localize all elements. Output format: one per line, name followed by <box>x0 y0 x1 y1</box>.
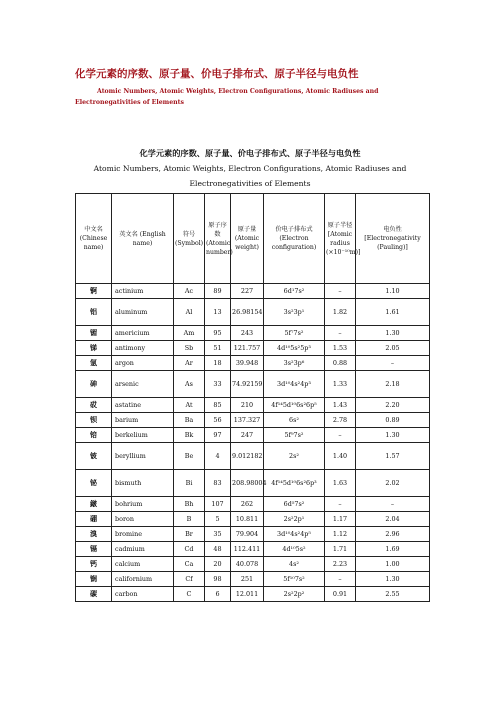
cell-cn-name: 锑 <box>76 341 112 356</box>
table-row <box>76 284 430 299</box>
cell-electronegativity: 0.89 <box>356 413 430 428</box>
col-header-en-name: 英文名 (English name) <box>112 194 174 284</box>
cell-cn-name: 镅 <box>76 326 112 341</box>
page-subtitle: Atomic Numbers, Atomic Weights, Electron Configurations, Atomic Radiuses and Electronegativities of Elements <box>75 88 379 106</box>
cell-electron-config: 4f¹⁴5d¹⁰6s²6p⁵ <box>264 398 325 413</box>
cell-symbol: Ba <box>174 413 205 428</box>
cell-en-name: boron <box>112 512 174 527</box>
cell-electron-config: 2s²2p² <box>264 587 325 602</box>
cell-symbol: Sb <box>174 341 205 356</box>
cell-symbol: Ac <box>174 284 205 299</box>
cell-atomic-weight: 79.904 <box>231 527 264 542</box>
cell-electronegativity: 2.04 <box>356 512 430 527</box>
cell-atomic-weight: 40.078 <box>231 557 264 572</box>
table-header-row <box>76 194 430 284</box>
cell-symbol: Br <box>174 527 205 542</box>
cell-atomic-number: 5 <box>205 512 231 527</box>
cell-atomic-number: 35 <box>205 527 231 542</box>
cell-symbol: As <box>174 371 205 398</box>
table-row <box>76 398 430 413</box>
cell-symbol: Cd <box>174 542 205 557</box>
cell-atomic-weight: 208.98004 <box>231 470 264 497</box>
cell-atomic-number: 89 <box>205 284 231 299</box>
cell-atomic-weight: 9.012182 <box>231 443 264 470</box>
table-row <box>76 443 430 470</box>
cell-electron-config: 5f¹⁰7s² <box>264 572 325 587</box>
col-header-electron-config: 价电子排布式 (Electron configuration) <box>264 194 325 284</box>
cell-cn-name: 锎 <box>76 572 112 587</box>
cell-atomic-number: 85 <box>205 398 231 413</box>
cell-electronegativity: 1.30 <box>356 326 430 341</box>
cell-atomic-number: 20 <box>205 557 231 572</box>
cell-electron-config: 4s² <box>264 557 325 572</box>
table-caption-en: Atomic Numbers, Atomic Weights, Electron Configurations, Atomic Radiuses and Electronegativities of Elements <box>93 164 407 188</box>
cell-atomic-number: 51 <box>205 341 231 356</box>
table-row <box>76 587 430 602</box>
cell-atomic-weight: 74.92159 <box>231 371 264 398</box>
cell-electron-config: 6s² <box>264 413 325 428</box>
cell-atomic-number: 98 <box>205 572 231 587</box>
table-row <box>76 470 430 497</box>
table-row <box>76 557 430 572</box>
cell-atomic-number: 56 <box>205 413 231 428</box>
cell-electronegativity: 2.02 <box>356 470 430 497</box>
cell-atomic-radius: – <box>325 284 356 299</box>
cell-atomic-radius: 1.71 <box>325 542 356 557</box>
cell-atomic-weight: 227 <box>231 284 264 299</box>
cell-symbol: Cf <box>174 572 205 587</box>
cell-atomic-radius: 1.33 <box>325 371 356 398</box>
cell-symbol: Bk <box>174 428 205 443</box>
cell-electronegativity: 1.00 <box>356 557 430 572</box>
cell-cn-name: 硼 <box>76 512 112 527</box>
cell-atomic-weight: 121.757 <box>231 341 264 356</box>
cell-atomic-weight: 10.811 <box>231 512 264 527</box>
page-title: 化学元素的序数、原子量、价电子排布式、原子半径与电负性 <box>75 68 359 80</box>
cell-symbol: B <box>174 512 205 527</box>
cell-atomic-radius: 1.63 <box>325 470 356 497</box>
cell-en-name: barium <box>112 413 174 428</box>
cell-cn-name: 锫 <box>76 428 112 443</box>
col-header-atomic-weight: 原子量 (Atomic weight) <box>231 194 264 284</box>
cell-atomic-number: 33 <box>205 371 231 398</box>
cell-en-name: astatine <box>112 398 174 413</box>
cell-cn-name: 镉 <box>76 542 112 557</box>
cell-electronegativity: 2.18 <box>356 371 430 398</box>
cell-electronegativity: 1.69 <box>356 542 430 557</box>
col-header-cn-name: 中文名 (Chinese name) <box>76 194 112 284</box>
cell-electron-config: 3d¹⁰4s²4p⁵ <box>264 527 325 542</box>
cell-cn-name: 𨨏 <box>76 497 112 512</box>
cell-symbol: C <box>174 587 205 602</box>
cell-en-name: bromine <box>112 527 174 542</box>
cell-electron-config: 2s²2p¹ <box>264 512 325 527</box>
cell-electronegativity: 2.20 <box>356 398 430 413</box>
cell-symbol: Be <box>174 443 205 470</box>
cell-atomic-number: 107 <box>205 497 231 512</box>
cell-cn-name: 砹 <box>76 398 112 413</box>
cell-electron-config: 5f⁷7s² <box>264 326 325 341</box>
cell-atomic-weight: 247 <box>231 428 264 443</box>
table-row <box>76 572 430 587</box>
cell-en-name: argon <box>112 356 174 371</box>
cell-cn-name: 铍 <box>76 443 112 470</box>
cell-atomic-radius: 1.40 <box>325 443 356 470</box>
cell-symbol: Am <box>174 326 205 341</box>
cell-symbol: Ca <box>174 557 205 572</box>
cell-cn-name: 钡 <box>76 413 112 428</box>
cell-electronegativity: 1.30 <box>356 572 430 587</box>
table-row <box>76 497 430 512</box>
cell-atomic-number: 13 <box>205 299 231 326</box>
cell-electron-config: 2s² <box>264 443 325 470</box>
cell-en-name: americium <box>112 326 174 341</box>
cell-atomic-weight: 262 <box>231 497 264 512</box>
table-row <box>76 527 430 542</box>
cell-atomic-number: 97 <box>205 428 231 443</box>
cell-cn-name: 钙 <box>76 557 112 572</box>
cell-symbol: Ar <box>174 356 205 371</box>
cell-en-name: bismuth <box>112 470 174 497</box>
cell-cn-name: 氩 <box>76 356 112 371</box>
cell-electron-config: 5f⁹7s² <box>264 428 325 443</box>
cell-atomic-number: 95 <box>205 326 231 341</box>
cell-en-name: beryllium <box>112 443 174 470</box>
table-row <box>76 428 430 443</box>
cell-atomic-number: 18 <box>205 356 231 371</box>
cell-electron-config: 6d¹7s² <box>264 284 325 299</box>
cell-atomic-radius: 1.12 <box>325 527 356 542</box>
cell-atomic-radius: 1.82 <box>325 299 356 326</box>
cell-electronegativity: 2.55 <box>356 587 430 602</box>
cell-electron-config: 3s²3p⁶ <box>264 356 325 371</box>
cell-en-name: bohrium <box>112 497 174 512</box>
cell-electronegativity: 2.05 <box>356 341 430 356</box>
table-row <box>76 542 430 557</box>
col-header-atomic-radius: 原子半径 [Atomic radius (×10⁻¹⁰m)] <box>325 194 356 284</box>
cell-symbol: Bh <box>174 497 205 512</box>
table-row <box>76 341 430 356</box>
cell-atomic-weight: 26.98154 <box>231 299 264 326</box>
cell-atomic-number: 6 <box>205 587 231 602</box>
col-header-atomic-number: 原子序数 (Atomic number) <box>205 194 231 284</box>
table-row <box>76 356 430 371</box>
cell-en-name: arsenic <box>112 371 174 398</box>
cell-en-name: cadmium <box>112 542 174 557</box>
cell-electron-config: 4d¹⁰5s²5p³ <box>264 341 325 356</box>
cell-atomic-weight: 210 <box>231 398 264 413</box>
cell-atomic-weight: 112.411 <box>231 542 264 557</box>
elements-table <box>75 193 430 602</box>
cell-electronegativity: 1.61 <box>356 299 430 326</box>
cell-electron-config: 4d¹⁰5s² <box>264 542 325 557</box>
table-row <box>76 371 430 398</box>
cell-atomic-radius: 0.91 <box>325 587 356 602</box>
cell-electron-config: 3d¹⁰4s²4p³ <box>264 371 325 398</box>
cell-electronegativity: 1.57 <box>356 443 430 470</box>
cell-electron-config: 4f¹⁴5d¹⁰6s²6p³ <box>264 470 325 497</box>
cell-symbol: Bi <box>174 470 205 497</box>
cell-atomic-number: 83 <box>205 470 231 497</box>
cell-en-name: aluminum <box>112 299 174 326</box>
cell-en-name: calcium <box>112 557 174 572</box>
cell-en-name: antimony <box>112 341 174 356</box>
cell-electronegativity: 1.30 <box>356 428 430 443</box>
cell-electronegativity: 1.10 <box>356 284 430 299</box>
cell-atomic-radius: 2.23 <box>325 557 356 572</box>
cell-en-name: californium <box>112 572 174 587</box>
cell-atomic-weight: 251 <box>231 572 264 587</box>
cell-cn-name: 砷 <box>76 371 112 398</box>
table-row <box>76 512 430 527</box>
cell-atomic-weight: 39.948 <box>231 356 264 371</box>
table-row <box>76 326 430 341</box>
cell-electronegativity: 2.96 <box>356 527 430 542</box>
cell-en-name: carbon <box>112 587 174 602</box>
cell-cn-name: 铋 <box>76 470 112 497</box>
table-body <box>76 284 430 602</box>
cell-atomic-radius: 1.17 <box>325 512 356 527</box>
table-caption <box>75 146 425 191</box>
cell-cn-name: 铝 <box>76 299 112 326</box>
cell-symbol: At <box>174 398 205 413</box>
cell-cn-name: 碳 <box>76 587 112 602</box>
table-row <box>76 299 430 326</box>
cell-atomic-weight: 243 <box>231 326 264 341</box>
cell-electron-config: 6d⁵7s² <box>264 497 325 512</box>
cell-atomic-radius: – <box>325 326 356 341</box>
cell-cn-name: 溴 <box>76 527 112 542</box>
cell-en-name: berkelium <box>112 428 174 443</box>
col-header-symbol: 符号 (Symbol) <box>174 194 205 284</box>
cell-atomic-radius: – <box>325 572 356 587</box>
cell-atomic-radius: 2.78 <box>325 413 356 428</box>
cell-atomic-radius: – <box>325 428 356 443</box>
cell-electronegativity: – <box>356 356 430 371</box>
table-row <box>76 413 430 428</box>
cell-cn-name: 锕 <box>76 284 112 299</box>
cell-atomic-number: 48 <box>205 542 231 557</box>
cell-atomic-radius: 0.88 <box>325 356 356 371</box>
cell-en-name: actinium <box>112 284 174 299</box>
cell-atomic-radius: – <box>325 497 356 512</box>
cell-electron-config: 3s²3p¹ <box>264 299 325 326</box>
cell-atomic-radius: 1.43 <box>325 398 356 413</box>
cell-atomic-weight: 12.011 <box>231 587 264 602</box>
cell-electronegativity: – <box>356 497 430 512</box>
cell-atomic-number: 4 <box>205 443 231 470</box>
table-caption-cn: 化学元素的序数、原子量、价电子排布式、原子半径与电负性 <box>139 148 361 158</box>
cell-atomic-weight: 137.327 <box>231 413 264 428</box>
cell-symbol: Al <box>174 299 205 326</box>
col-header-electronegativity: 电负性 [Electronegativity (Pauling)] <box>356 194 430 284</box>
cell-atomic-radius: 1.53 <box>325 341 356 356</box>
